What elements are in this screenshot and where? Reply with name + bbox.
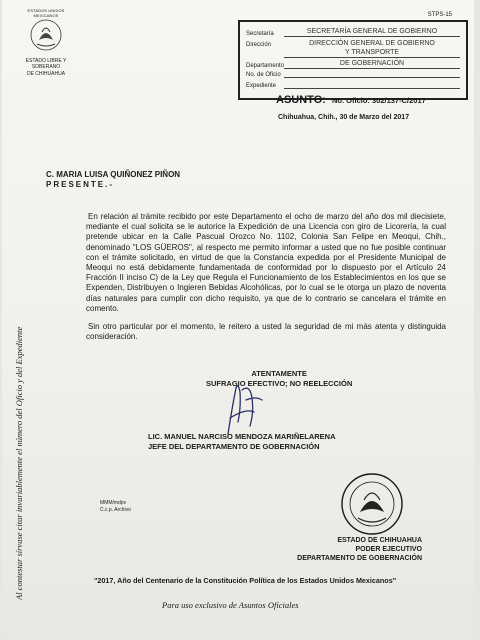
oficio-value	[284, 77, 460, 78]
footer-text: Para uso exclusivo de Asuntos Oficiales	[162, 600, 299, 610]
asunto-label: ASUNTO:	[276, 94, 326, 106]
presente-label: PRESENTE.-	[46, 180, 115, 189]
document-page	[2, 0, 474, 640]
state-name-line2: DE CHIHUAHUA	[26, 71, 66, 77]
direccion-label: Dirección	[246, 42, 272, 48]
expediente-label: Expediente	[246, 83, 277, 89]
addressee-block	[46, 170, 180, 190]
direccion-value-line1: DIRECCIÓN GENERAL DE GOBIERNO	[309, 40, 435, 47]
state-logo	[16, 8, 76, 77]
body-paragraph-2: Sin otro particular por el momento, le reitero a usted la seguridad de mi más atenta y distinguida consideración.	[86, 322, 446, 342]
secretaria-value: SECRETARÍA GENERAL DE GOBIERNO	[284, 28, 460, 37]
signer-name: LIC. MANUEL NARCISO MENDOZA MARIÑELARENA	[148, 432, 336, 441]
expediente-value	[284, 88, 460, 89]
eagle-emblem-icon	[29, 18, 63, 52]
logo-ring-text: ESTADOS UNIDOS MEXICANOS	[27, 8, 65, 18]
seal-line-2: PODER EJECUTIVO	[355, 546, 422, 553]
departamento-value: DE GOBERNACIÓN	[284, 60, 460, 69]
body-paragraph-1: En relación al trámite recibido por este Departamento el ocho de marzo del año dos mil diecisiete, mediante el cual solicita se le autorice la Expedición de una Licencia con giro de Licorería, la cual pretende ubicar en la Calle Pascual Orozco No. 1102, Colonia San Felipe en Meoqui, Chih., denominado "LOS GÜEROS", al respecto me permito informar a usted que no fue posible continuar con el trámite solicitado, en virtud de que la Constancia expedida por el Presidente Municipal de Meoqui no está debidamente fundamentada de conformidad por lo dispuesto por el Artículo 24 Fracción II inciso C) de la Ley que Regula el Funcionamiento de los Establecimientos en los que se Expenden, Distribuyen o Ingieren Bebidas Alcohólicas, por lo cual se le otorga un plazo de noventa días naturales para cumplir con dicho requisito, ya que de lo contrario se cancelara el trámite en comento.	[86, 212, 446, 313]
departamento-row	[246, 60, 460, 69]
secretaria-label: Secretaría	[246, 31, 274, 37]
direccion-row-2	[246, 49, 460, 58]
atentamente-text: ATENTAMENTE	[251, 369, 307, 378]
initials-block	[100, 500, 131, 514]
addressee-name: C. MARIA LUISA QUIÑONEZ PIÑON	[46, 170, 181, 179]
routing-box	[238, 20, 468, 100]
direccion-value-line2: Y TRANSPORTE	[284, 49, 460, 58]
initials-line: MMM/mdpv	[100, 500, 127, 506]
year-motto: "2017, Año del Centenario de la Constitución Política de los Estados Unidos Mexicanos"	[94, 576, 397, 585]
state-name-line1: ESTADO LIBRE Y SOBERANO	[25, 58, 67, 70]
seal-text-block	[292, 536, 422, 563]
seal-line-1: ESTADO DE CHIHUAHUA	[337, 537, 422, 544]
oficio-number: No. Oficio: 302/137-C/2017	[332, 96, 426, 105]
oficio-row	[246, 72, 460, 78]
margin-note: Al contestar sírvase citar invariablemente el número del Oficio y del Expediente	[14, 326, 24, 600]
signer-title: JEFE DEL DEPARTAMENTO DE GOBERNACIÓN	[148, 442, 320, 451]
seal-line-3: DEPARTAMENTO DE GOBERNACIÓN	[297, 555, 422, 562]
oficio-label: No. de Oficio	[246, 72, 281, 78]
direccion-row	[246, 40, 460, 48]
ccp-line: C.c.p. Archivo	[100, 507, 131, 513]
expediente-row	[246, 83, 460, 89]
signer-block	[148, 432, 336, 452]
form-code: STPS-15	[427, 12, 452, 18]
handwritten-signature	[210, 378, 270, 438]
document-date: Chihuahua, Chih., 30 de Marzo del 2017	[278, 114, 410, 121]
closing-motto: SUFRAGIO EFECTIVO; NO REELECCIÓN	[206, 379, 353, 388]
official-seal-icon	[302, 470, 412, 536]
letter-body	[86, 212, 446, 350]
departamento-label: Departamento	[246, 63, 285, 69]
secretaria-row	[246, 28, 460, 37]
